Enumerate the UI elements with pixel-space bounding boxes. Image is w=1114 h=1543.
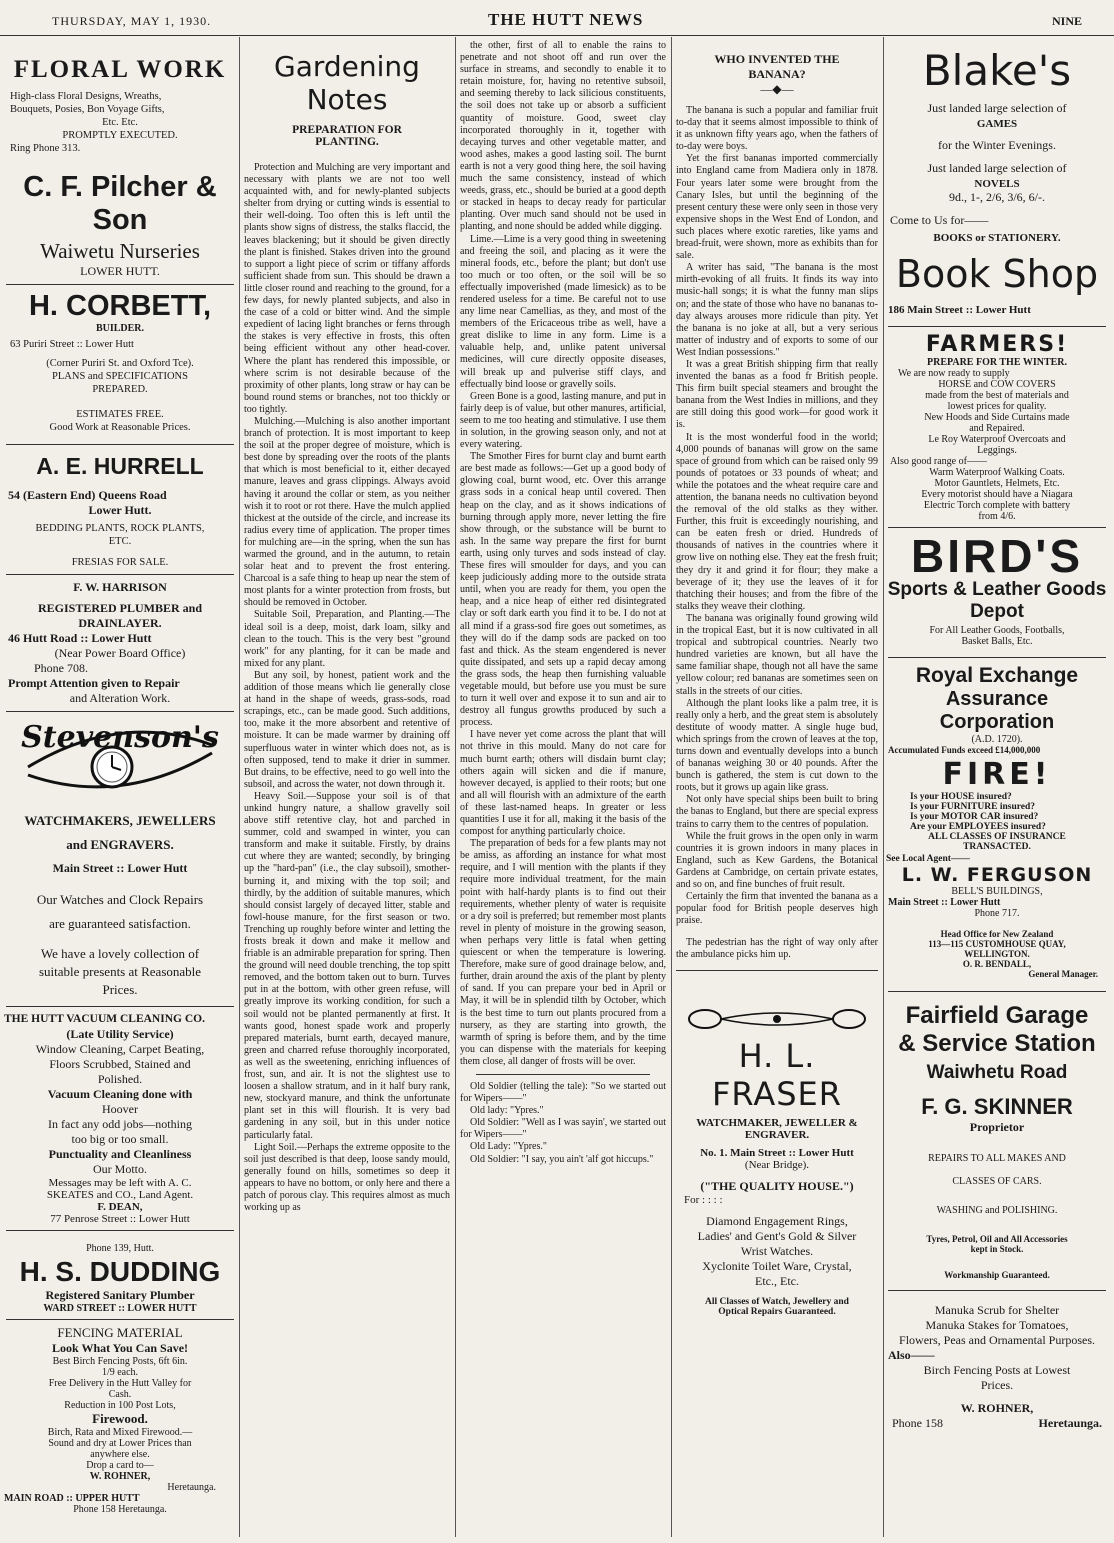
ad-line: In fact any odd jobs—nothing bbox=[48, 1117, 192, 1131]
column-ads-right bbox=[884, 40, 1110, 1535]
ad-line: PROMPTLY EXECUTED. bbox=[62, 130, 178, 141]
ad-line: Window Cleaning, Carpet Beating, bbox=[35, 1042, 205, 1056]
paragraph: A writer has said, "The banana is the most mirth-evoking of all fruits. It finds its way into music-hall songs; it is what the funny man slips on; and the state of those who have no bananas to-day always arouses more ridicule than pity. Yet the banana is no joke at all, but a very serious matter of industry and of exports to some of our West Indian possessions." bbox=[676, 262, 878, 358]
ad-line: 46 Hutt Road :: Lower Hutt bbox=[8, 631, 152, 645]
divider bbox=[888, 991, 1106, 992]
ad-line: Our Motto. bbox=[93, 1162, 147, 1176]
filler-pedestrian: The pedestrian has the right of way only after the ambulance picks him up. bbox=[676, 937, 878, 961]
ad-line: High-class Floral Designs, Wreaths, bbox=[10, 91, 162, 102]
ad-line: Every motorist should have a Niagara bbox=[921, 489, 1073, 500]
ad-line: Basket Balls, Etc. bbox=[961, 636, 1033, 647]
ad-line: F. DEAN, bbox=[97, 1201, 143, 1213]
ad-title: Fairfield Garage bbox=[905, 1002, 1089, 1029]
paragraph: Suitable Soil, Preparation, and Planting.—The ideal soil is a deep, moist, dark loam, silky and clean to the touch. This is the very best "ground work" for any planting, for it can be made and mixed for any plant. bbox=[244, 609, 450, 669]
ad-title: F. W. HARRISON bbox=[73, 580, 167, 594]
ad-line: We are now ready to supply bbox=[898, 368, 1010, 379]
paragraph: Old Soldier (telling the tale): "So we started out for Wipers——" bbox=[460, 1080, 666, 1105]
ad-line: 77 Penrose Street :: Lower Hutt bbox=[50, 1213, 190, 1225]
ad-title: A. E. HURRELL bbox=[36, 453, 204, 479]
ad-fencing bbox=[4, 1325, 236, 1515]
ad-line: We have a lovely collection of bbox=[40, 946, 200, 961]
paragraph: It is the most wonderful food in the world; 4,000 pounds of bananas will grow on the same space of ground from which can be raised only 99 pounds of potatoes or 33 pounds of wheat; and while the potatoes and the wheat require care and attention, the banana needs no cultivation beyond the removal of the old stalks as they wither. Further, this fruit is exceedingly nourishing, and can be eaten fresh or dried. Hundreds of thousands of natives in the countries where it grow live on nothing else. They eat the fresh fruit; they dry it and grind it for flour; they make a beverage of it; they use the leaves of it for thatching their houses; and from the fibre of the stalks they weave their clothing. bbox=[676, 431, 878, 612]
ad-line: (Near Power Board Office) bbox=[54, 646, 186, 660]
paragraph: Lime.—Lime is a very good thing in sweetening and freeing the soil, and placing as it were the mineral foods, etc., before the plant; but don't use too much or too often, or the soil will be so effectually impoverished (made limesick) as to be rendered useless for a time. Be careful not to use any lime near Camellias, as they, and most of the members of the Ericaceous tribe as well, have a great dislike to lime in any form. Lime is a valuable help, and, unlike patent universal medicines, will cure directly opposite diseases, will break up and pulverise stiff clays, and effectually bind loose or gravelly soils. bbox=[460, 233, 666, 390]
ad-fairfield-garage bbox=[886, 1002, 1108, 1280]
ad-line: Electric Torch complete with battery bbox=[923, 500, 1071, 511]
ad-line: Free Delivery in the Hutt Valley for bbox=[48, 1378, 192, 1389]
ad-line: Lower Hutt. bbox=[88, 503, 152, 517]
ad-title: BIRD'S bbox=[910, 530, 1084, 582]
ad-line: Sports & Leather Goods bbox=[887, 579, 1107, 600]
paragraph: Yet the first bananas imported commercially into England came from Madiera only in 1878. Four years later some were brought from the Canary Isles, but until the beginning of the present century these were only seen in those very expensive shops in the West End of London, and such places where exotic rareties, like yams and bread-fruit, were shown, more as exhibits than for sale. bbox=[676, 153, 878, 262]
ad-floral-work bbox=[4, 56, 236, 155]
ad-stevensons bbox=[4, 717, 236, 998]
ad-line: Le Roy Waterproof Overcoats and bbox=[928, 434, 1066, 445]
ad-title: L. W. FERGUSON bbox=[901, 864, 1093, 886]
ad-line: Warm Waterproof Walking Coats. bbox=[929, 467, 1065, 478]
ad-harrison bbox=[4, 580, 236, 706]
ad-line: PLANS and SPECIFICATIONS bbox=[52, 371, 188, 382]
ad-line: Are your EMPLOYEES insured? bbox=[910, 822, 1046, 832]
article-gardening-notes bbox=[240, 40, 454, 1535]
ad-line: TRANSACTED. bbox=[963, 842, 1031, 852]
ad-line: Ladies' and Gent's Gold & Silver bbox=[697, 1228, 857, 1243]
paragraph: The preparation of beds for a few plants may not be amiss, as affording an instance for what most require, and I will mention with the plants if they require more individual treatment, for the main point with half-hardy plants is to find out their requirements, whether plenty of water is requisite or a dry soil is preferred; but remember most plants revel in plenty of moisture in the growing season, when perhaps very little is fatal when getting quiescent or when the temperature is lowering. Therefore, make sure of good drainage below, and, further, drain around the axis of the plant by plenty of sand. If you can prepare your bed in April or May, it will be in splendid tilth by October, which is the best time to turn out plants procured from a nursery, as they are starting into growth, the warmth of spring is before them, and by the time you can dispense with the materials for keeping them close, all danger of frosts will be over. bbox=[460, 838, 666, 1067]
ad-line: Tyres, Petrol, Oil and All Accessories bbox=[926, 1234, 1068, 1244]
paragraph: While the fruit grows in the open only in warm countries it is grown indoors in many places in England, such as Kew Gardens, the Botanical Gardens at Cambridge, on certain private estates, and so on, and fine bunches of fruit result. bbox=[676, 830, 878, 890]
paragraph: I have never yet come across the plant that will not thrive in this mould. Many do not care for much burnt earth; others will disdain burnt clay; others again will sicken and die if manure, however decayed, is applied to their roots; but one and all will flourish with an admixture of the earth of these last-named heaps. In greater or less quantities I use it for all, making it the basis of the compost for anything particularly choice. bbox=[460, 729, 666, 838]
ad-line: ALL CLASSES OF INSURANCE bbox=[928, 832, 1066, 842]
ad-line: 1/9 each. bbox=[101, 1367, 139, 1378]
ad-line: Diamond Engagement Rings, bbox=[706, 1213, 848, 1228]
ad-line: Vacuum Cleaning done with bbox=[47, 1087, 193, 1101]
ad-line: (A.D. 1720). bbox=[971, 734, 1023, 745]
ad-line: Heretaunga. bbox=[167, 1482, 216, 1493]
ad-line: REPAIRS TO ALL MAKES AND bbox=[928, 1153, 1066, 1164]
ad-title: H. S. DUDDING bbox=[19, 1256, 221, 1287]
ad-manuka bbox=[886, 1303, 1108, 1431]
ad-line: Manuka Stakes for Tomatoes, bbox=[925, 1318, 1069, 1332]
divider bbox=[6, 1006, 234, 1007]
ad-title: C. F. Pilcher & Son bbox=[23, 171, 217, 236]
ad-title: FARMERS! bbox=[925, 332, 1069, 357]
ad-line: Is your FURNITURE insured? bbox=[910, 802, 1036, 812]
ad-line: Etc., Etc. bbox=[755, 1273, 799, 1288]
paragraph: Certainly the firm that invented the banana as a popular food for British people deserves high praise. bbox=[676, 891, 878, 927]
column-ads-left bbox=[2, 40, 238, 1535]
ad-dudding bbox=[4, 1243, 236, 1314]
ad-subtitle: Waiwetu Nurseries bbox=[40, 239, 200, 263]
ad-line: Prices. bbox=[980, 1378, 1014, 1392]
ad-line: Prices. bbox=[102, 982, 138, 997]
ad-line: Polished. bbox=[97, 1072, 143, 1086]
ad-line: suitable presents at Reasonable bbox=[38, 964, 202, 979]
ad-line: Main Street :: Lower Hutt bbox=[888, 897, 1001, 908]
ad-line: ESTIMATES FREE. bbox=[76, 409, 164, 420]
ad-line: WELLINGTON. bbox=[964, 949, 1030, 959]
ad-hurrell bbox=[4, 453, 236, 569]
ad-line: Also—— bbox=[888, 1348, 935, 1362]
ad-line: 113—115 CUSTOMHOUSE QUAY, bbox=[928, 939, 1066, 949]
divider bbox=[888, 1290, 1106, 1291]
ad-line: ENGRAVER. bbox=[744, 1128, 810, 1141]
ad-line: Best Birch Fencing Posts, 6ft 6in. bbox=[52, 1356, 188, 1367]
ad-line: for the Winter Evenings. bbox=[938, 138, 1056, 152]
ad-line: and Alteration Work. bbox=[69, 691, 171, 705]
ad-line: 63 Puriri Street :: Lower Hutt bbox=[10, 339, 134, 350]
ad-line: Wrist Watches. bbox=[740, 1243, 814, 1258]
ad-line: Waiwhetu Road bbox=[926, 1062, 1068, 1083]
ad-line: ("THE QUALITY HOUSE.") bbox=[700, 1178, 854, 1193]
ad-line: For : : : : bbox=[684, 1193, 723, 1206]
ad-line: Birch, Rata and Mixed Firewood.— bbox=[47, 1427, 193, 1438]
ad-line: CLASSES OF CARS. bbox=[952, 1176, 1042, 1187]
article-gardening-continued bbox=[456, 40, 670, 1535]
ad-title: Book Shop bbox=[895, 252, 1099, 296]
ad-line: 186 Main Street :: Lower Hutt bbox=[888, 304, 1031, 316]
divider bbox=[6, 711, 234, 712]
ad-line: PREPARED. bbox=[92, 384, 148, 395]
ad-line: NOVELS bbox=[974, 178, 1020, 190]
ad-line: Phone 708. bbox=[34, 661, 88, 675]
ad-line: General Manager. bbox=[1028, 969, 1098, 979]
ad-line: Phone 158 Heretaunga. bbox=[73, 1504, 167, 1515]
ad-line: lowest prices for quality. bbox=[947, 401, 1047, 412]
ad-line: BEDDING PLANTS, ROCK PLANTS, bbox=[35, 523, 205, 534]
ad-line: BELL'S BUILDINGS, bbox=[951, 886, 1043, 897]
ad-line: New Hoods and Side Curtains made bbox=[924, 412, 1070, 423]
ad-line: Ring Phone 313. bbox=[10, 143, 81, 154]
ad-title: & Service Station bbox=[898, 1030, 1096, 1057]
ad-line: Workmanship Guaranteed. bbox=[944, 1270, 1050, 1280]
ad-line: Sound and dry at Lower Prices than bbox=[48, 1438, 192, 1449]
ad-line: Just landed large selection of bbox=[927, 161, 1067, 175]
paragraph: Mulching.—Mulching is also another important branch of protection. It is most important to keep the soil at the proper degree of moisture, which is best done by spreading over the roots of the plants that which is most beneficial to it, either decayed manure, leaves and grass clippings. Always avoid having it around the collar or stem, as you neither wish it to root or rot there. Have the mulch applied thickest at the outside of the circle, and increase its radius every time of application. The proper times for mulching are—in the spring, when the sun has warmed the ground, and in the autumn, to retain solar heat and to prevent the frost entering. Charcoal is a safe thing to heap up near the stem of most plants for a winter protection from frosts, but should be removed in October. bbox=[244, 415, 450, 609]
ad-line: MAIN ROAD :: UPPER HUTT bbox=[4, 1493, 140, 1504]
ad-line: Messages may be left with A. C. bbox=[48, 1177, 192, 1189]
ad-line: Leggings. bbox=[977, 445, 1017, 456]
paragraph: Old lady: "Ypres." bbox=[470, 1105, 544, 1117]
article-subtitle: PREPARATION FOR bbox=[292, 124, 402, 136]
ad-line: Firewood. bbox=[92, 1411, 148, 1426]
divider bbox=[6, 444, 234, 445]
ad-line: All Classes of Watch, Jewellery and bbox=[705, 1296, 849, 1307]
divider bbox=[6, 284, 234, 285]
stevensons-logo-text: Stevenson's bbox=[21, 720, 219, 755]
ad-line: PREPARE FOR THE WINTER. bbox=[926, 357, 1068, 368]
paragraph: Green Bone is a good, lasting manure, and put in fairly deep is of value, but other manures, artificial, seem to me too heating and stimulative. I use them in solution, in the growing season only, and not at every watering. bbox=[460, 390, 666, 451]
ad-line: and ENGRAVERS. bbox=[66, 837, 174, 852]
ad-line: LOWER HUTT. bbox=[80, 264, 160, 278]
ad-line: W. ROHNER, bbox=[89, 1471, 151, 1482]
paragraph: Protection and Mulching are very important and necessary with plants we are not too well acquainted with, and for newly-planted subjects shelter from drying or cutting winds is essential to their well-doing. Too often this is left until the plants show signs of distress, the stalks flaccid, the leaves blackening; but it should be given directly the plant is finished. Stakes driven into the ground to support a light piece of scrim or tiffany affords sufficient shade from sun. This should be drawn a little closer round and reaching to the ground, for a few days, for newly planted subjects, and also in the case of a cold or bitter wind. And the simple expedient of lacing light branches or ferns through the stakes is very effective in frosts, this often being efficient without any other head-cover. Where the plant has rendered this impossible, or where scrim is not desirable because of the proximity of other plants, long straw or hay can be bound round stems or branches, not too thickly or too tightly. bbox=[244, 162, 450, 415]
article-body bbox=[240, 162, 454, 1214]
ad-line: Floors Scrubbed, Stained and bbox=[49, 1057, 191, 1071]
ad-line: (Corner Puriri St. and Oxford Tce). bbox=[46, 358, 194, 369]
ad-line: WATCHMAKER, JEWELLER & bbox=[696, 1116, 858, 1129]
article-subtitle: PLANTING. bbox=[315, 136, 379, 148]
ad-line: BOOKS or STATIONERY. bbox=[933, 232, 1061, 244]
ad-title: Blake's bbox=[922, 46, 1072, 95]
article-title: WHO INVENTED THE bbox=[714, 52, 840, 66]
ad-line: Phone 139, Hutt. bbox=[86, 1243, 154, 1254]
ad-line: W. ROHNER, bbox=[960, 1401, 1034, 1415]
ad-title: FENCING MATERIAL bbox=[57, 1325, 183, 1340]
ad-line: GAMES bbox=[976, 118, 1018, 130]
article-title: BANANA? bbox=[748, 67, 806, 81]
ad-line: (Near Bridge). bbox=[744, 1158, 810, 1171]
ad-line: WASHING and POLISHING. bbox=[936, 1205, 1058, 1216]
ad-line: Etc. Etc. bbox=[102, 117, 138, 128]
ad-title: FLORAL WORK bbox=[13, 56, 227, 83]
ad-line: Birch Fencing Posts at Lowest bbox=[923, 1363, 1071, 1377]
ad-line: Just landed large selection of bbox=[927, 101, 1067, 115]
ad-line: Punctuality and Cleanliness bbox=[48, 1147, 192, 1161]
ad-line: WARD STREET :: LOWER HUTT bbox=[43, 1303, 197, 1314]
ad-line: and Repaired. bbox=[969, 423, 1025, 434]
ad-line: Our Watches and Clock Repairs bbox=[36, 892, 204, 907]
ad-line: too big or too small. bbox=[71, 1132, 169, 1146]
ad-line: Hoover bbox=[102, 1102, 138, 1116]
ad-line bbox=[892, 1416, 1102, 1431]
ad-line: No. 1. Main Street :: Lower Hutt bbox=[700, 1146, 854, 1159]
ad-title: THE HUTT VACUUM CLEANING CO. bbox=[4, 1013, 205, 1025]
divider bbox=[888, 527, 1106, 528]
watch-logo-icon bbox=[20, 717, 220, 799]
ad-line: Accumulated Funds exceed £14,000,000 bbox=[888, 745, 1041, 755]
ad-line: O. R. BENDALL, bbox=[962, 959, 1032, 969]
ad-line: HORSE and COW COVERS bbox=[938, 379, 1056, 390]
ad-fraser bbox=[674, 1007, 880, 1317]
ad-title: H. L. FRASER bbox=[712, 1036, 842, 1113]
ad-line: Head Office for New Zealand bbox=[940, 929, 1054, 939]
ad-title: Assurance Corporation bbox=[939, 688, 1055, 733]
joke-old-soldier bbox=[456, 1081, 670, 1166]
issue-date: THURSDAY, MAY 1, 1930. bbox=[52, 14, 212, 28]
jewellery-ornament-icon bbox=[677, 1007, 877, 1031]
paragraph: Heavy Soil.—Suppose your soil is of that unkind hungry nature, a shallow gravelly soil above stiff retentive clay, hot and parched in summer, cold and swamped in winter, you can transform and make it suitable. Firstly, by drains cut where they are wanted; secondly, by bringing up the "hard-pan" (i.e., the clay subsoil), smother-burning it, and mixing with the top soil; and thirdly, by the addition of suitable manures, which should consist largely of decayed litter, stable and fowl-house manure, for the first season or two. Trenching up roughly before winter and letting the frosts break it down and make it mellow and friable is an admirable preparation for spring. Then the ground will need double trenching, the top spitt removed, and the bottom taken out to burn. Turves put in at the bottom, with other green refuse, will greatly improve its working condition, for such a soil would not be planted permanently at first. It wants good, honest spade work and properly prepared materials, burnt earth, decayed manure, green and charred refuse thoroughly incorporated, as well as the sweetening, enriching influences of frost, sun, and air. It is not the slightest use to loosen a shallow stratum, and in it half bury rank, new, stockyard manure, and think the unfortunate plant set in this will flourish. It is very bad gardening in any soil, but in this under notice particularly fatal. bbox=[244, 790, 450, 1141]
ad-line: Main Street :: Lower Hutt bbox=[52, 861, 188, 875]
ad-title: FIRE! bbox=[942, 757, 1052, 792]
masthead-title: THE HUTT NEWS bbox=[488, 10, 644, 29]
header-rule bbox=[0, 35, 1114, 36]
ad-line: DRAINLAYER. bbox=[78, 616, 162, 630]
ad-line: Prompt Attention given to Repair bbox=[8, 676, 180, 690]
paragraph: It was a great British shipping firm that really invented the banas as a food fr British people. This firm built special steamers and brought the banana from the West Indies in millions, and they are still doing this good work—for good work it is. bbox=[676, 358, 878, 431]
ad-line: SKEATES and CO., Land Agent. bbox=[46, 1189, 194, 1201]
ad-line: Look What You Can Save! bbox=[51, 1341, 189, 1355]
divider bbox=[888, 657, 1106, 658]
paragraph: Old Lady: "Ypres." bbox=[470, 1141, 547, 1153]
ad-line: Bouquets, Posies, Bon Voyage Gifts, bbox=[10, 104, 165, 115]
ad-line: Is your MOTOR CAR insured? bbox=[910, 812, 1039, 822]
paragraph: The banana is such a popular and familiar fruit to-day that it seems almost impossible to think of it as unknown fifty years ago, when the fathers of to-day were boys. bbox=[676, 105, 878, 153]
ad-line: For All Leather Goods, Footballs, bbox=[929, 625, 1065, 636]
paragraph: The banana was originally found growing wild in the tropical East, but it is now cultivated in all tropical and subtropical countries. Nearly two hundred varieties are known, but all have the same familiar shape, though not all have the same yellow colour; red bananas are sometimes seen on stalls in the streets of our cities. bbox=[676, 612, 878, 697]
article-banana bbox=[672, 40, 882, 1535]
ad-line: from 4/6. bbox=[978, 511, 1016, 522]
divider bbox=[6, 574, 234, 575]
ad-title: Royal Exchange bbox=[915, 664, 1079, 687]
ad-line: Drop a card to— bbox=[86, 1460, 154, 1471]
paragraph: The Smother Fires for burnt clay and burnt earth are best made as follows:—Get up a good body of glowing coal, burnt wood, etc. Over this arrange grass sods in a conical heap until covered. Then heap on the clay, and as it shows indications of burning through apply more, never letting the fire show through, or the substance will be burnt to ash. In the same way prepare the first for burnt earth, using only turves and sods instead of clay. These fires will smoulder for days, and you can keep judiciously adding more to the outside strata until, when you are ready for them, you open the heap, and a nice heap of either red disintegrated clay or soft dark earth you find it to be. I do not at all mind if a grass-sod fire goes out sometimes, as they will do if the damp sods are packed on too fast and thick. As the steam engendered is never quite dissipated, and sets up a rapid decay among the grass sods, the heap then furnishing valuable vegetable mould, but before use you must be sure to turn it well over and expose it to sun and air to destroy all fungus growths produced by such a process. bbox=[460, 451, 666, 729]
ad-line: Phone 717. bbox=[974, 908, 1020, 919]
ad-pilcher bbox=[4, 171, 236, 279]
paragraph: Old Soldier: "I say, you ain't 'alf got hiccups." bbox=[470, 1153, 654, 1165]
ad-line: (Late Utility Service) bbox=[66, 1027, 174, 1041]
ad-phone: Phone 158 bbox=[892, 1416, 943, 1430]
ad-line: Reduction in 100 Post Lots, bbox=[64, 1400, 176, 1411]
page-header bbox=[0, 0, 1114, 30]
ad-line: anywhere else. bbox=[90, 1449, 150, 1460]
ad-blakes bbox=[886, 46, 1108, 316]
divider bbox=[6, 1230, 234, 1231]
ad-line: Motor Gauntlets, Helmets, Etc. bbox=[934, 478, 1060, 489]
paragraph: Old Soldier: "Well as I was sayin', we started out for Wipers——" bbox=[460, 1117, 666, 1141]
ad-line: FRESIAS FOR SALE. bbox=[71, 557, 169, 568]
ad-line: Good Work at Reasonable Prices. bbox=[49, 422, 191, 433]
paragraph: Although the plant looks like a palm tree, it is really only a herb, and the great stem is absolutely destitute of woody matter. A single huge bud, which springs from the crown of leaves at the top, turns down and eventually develops into a bunch of bananas weighing 30 or 40 pounds. After the bunch is gathered, the stem is cut down to the roots, but it grows up again like grass. bbox=[676, 697, 878, 794]
article-body bbox=[456, 40, 670, 1068]
ad-line: 9d., 1-, 2/6, 3/6, 6/-. bbox=[949, 190, 1045, 204]
ad-line: BUILDER. bbox=[95, 323, 145, 334]
ad-line: Depot bbox=[970, 601, 1024, 622]
ad-line: Come to Us for—— bbox=[890, 213, 989, 227]
divider bbox=[476, 1074, 650, 1075]
ornament-icon: —◆— bbox=[760, 82, 794, 96]
ad-birds bbox=[886, 530, 1108, 647]
ad-title: H. CORBETT, bbox=[28, 290, 212, 322]
divider bbox=[676, 970, 878, 971]
ad-line: REGISTERED PLUMBER and bbox=[37, 601, 203, 615]
ad-line: kept in Stock. bbox=[970, 1244, 1024, 1254]
page-number: NINE bbox=[1052, 14, 1083, 28]
ad-farmers bbox=[886, 332, 1108, 522]
ad-line: made from the best of materials and bbox=[925, 390, 1069, 401]
ad-line: Is your HOUSE insured? bbox=[910, 792, 1012, 802]
paragraph: Light Soil.—Perhaps the extreme opposite to the soil just described is that deep, loose sandy mould, generally found on hills, sometimes so deep it appears to have no bottom, or only here and there a patch of porous clay. This requires almost as much working up as bbox=[244, 1141, 450, 1214]
article-body bbox=[672, 105, 882, 927]
ad-location: Heretaunga. bbox=[1038, 1416, 1102, 1430]
ad-line: Registered Sanitary Plumber bbox=[45, 1288, 195, 1302]
ad-line: 54 (Eastern End) Queens Road bbox=[8, 488, 167, 502]
ad-line: are guaranteed satisfaction. bbox=[49, 916, 191, 931]
ad-line: Xyclonite Toilet Ware, Crystal, bbox=[702, 1258, 852, 1273]
ad-royal-exchange bbox=[886, 664, 1108, 979]
ad-line: ETC. bbox=[108, 536, 132, 547]
paragraph: But any soil, by honest, patient work and the addition of those means which lie generally close at hand in the shape of weeds, grass-sods, road scrapings, etc., can be made good. Such additions, too, make it the more absorbent and retentive of moisture. It can be made warmer by draining off superfluous water in winter which does not, as is often supposed, tend to make it drier in summer. But drains, to be effective, need to go well into the subsoil, and across the water, not down through it. bbox=[244, 669, 450, 790]
article-title: Gardening Notes bbox=[274, 50, 420, 116]
ad-corbett bbox=[4, 290, 236, 434]
divider bbox=[888, 326, 1106, 327]
ad-line: Flowers, Peas and Ornamental Purposes. bbox=[899, 1333, 1095, 1347]
paragraph: Not only have special ships been built to bring the banas to England, but there are special express trains to carry them to the centres of population. bbox=[676, 794, 878, 830]
ad-line: Proprietor bbox=[969, 1120, 1025, 1134]
divider bbox=[6, 1319, 234, 1320]
ad-line: Manuka Scrub for Shelter bbox=[934, 1303, 1060, 1317]
ad-line: WATCHMAKERS, JEWELLERS bbox=[24, 813, 216, 828]
ad-vacuum-cleaning bbox=[4, 1013, 236, 1225]
ad-title: F. G. SKINNER bbox=[921, 1094, 1073, 1119]
ad-line: Also good range of—— bbox=[890, 456, 987, 467]
ad-line: See Local Agent—— bbox=[886, 854, 970, 864]
paragraph: the other, first of all to enable the rains to penetrate and not shoot off and run over the surface in streams, and secondly to enable it to retain moisture, for, having no retentive subsoil, and seeming thereby to lack silicious constituents, the soil does not take up or absorb a sufficient quantity of moisture. Good, sweet clay incorporated thoroughly in it, together with decaying turves and other vegetable matter, and wood ashes, makes a good lasting soil. The burnt earth is not a very good thing here, the soil having much the same consistency, instead of which weeds, grass, etc., should be buried at a good depth or stacked in heaps to decay ready for particular planting. Over much sand should not be used in planting, and none should be added while digging. bbox=[460, 40, 666, 233]
ad-line: Optical Repairs Guaranteed. bbox=[718, 1306, 836, 1317]
ad-line: Cash. bbox=[108, 1389, 132, 1400]
